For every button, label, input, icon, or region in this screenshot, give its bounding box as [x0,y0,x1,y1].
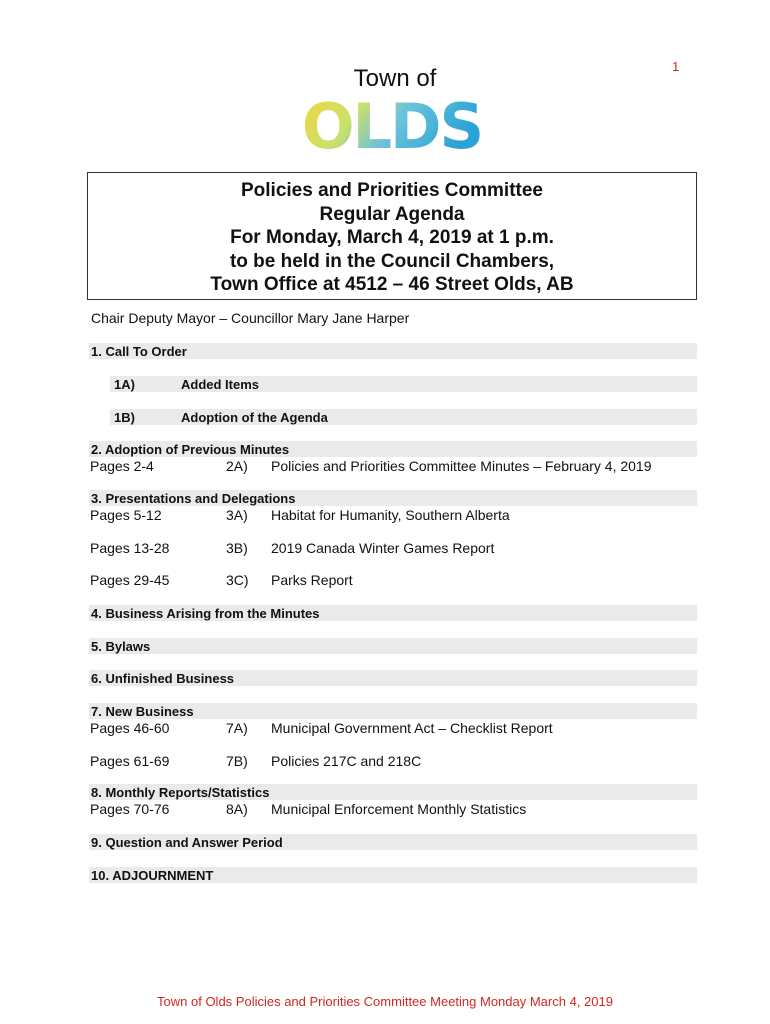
section-heading-8: 8. Monthly Reports/Statistics [91,785,270,800]
item-number: 1B) [114,410,135,425]
section-heading-10: 10. ADJOURNMENT [91,868,214,883]
title-line-3: For Monday, March 4, 2019 at 1 p.m. [230,227,554,248]
item-number: 3B) [226,540,248,556]
item-label: Policies 217C and 218C [271,753,422,769]
section-heading-3: 3. Presentations and Delegations [91,491,296,506]
section-heading-2: 2. Adoption of Previous Minutes [91,442,290,457]
item-number: 3C) [226,572,249,588]
item-label: Municipal Enforcement Monthly Statistics [271,801,527,817]
section-heading-6: 6. Unfinished Business [91,671,235,686]
item-pages: Pages 46-60 [90,720,170,736]
item-pages: Pages 2-4 [90,458,154,474]
section-heading-9: 9. Question and Answer Period [91,835,283,850]
item-pages: Pages 70-76 [90,801,170,817]
item-label: Municipal Government Act – Checklist Report [271,720,553,736]
item-label: 2019 Canada Winter Games Report [271,540,495,556]
chair-line: Chair Deputy Mayor – Councillor Mary Jane Harper [91,310,410,326]
page-number: 1 [672,59,680,74]
item-label: Adoption of the Agenda [181,410,328,425]
section-heading-7: 7. New Business [91,704,194,719]
item-number: 2A) [226,458,248,474]
section-heading-1: 1. Call To Order [91,344,187,359]
svg-text:OLDS: OLDS [301,90,483,154]
section-band [89,638,697,654]
agenda-title-box [87,172,697,300]
item-number: 7B) [226,753,248,769]
title-line-4: to be held in the Council Chambers, [229,250,555,272]
town-of-olds-logo [300,62,485,154]
title-line-2: Regular Agenda [319,203,465,225]
item-pages: Pages 61-69 [90,753,170,769]
item-number: 3A) [226,507,248,523]
title-line-1: Policies and Priorities Committee [241,180,543,201]
item-number: 1A) [114,377,135,392]
item-label: Habitat for Humanity, Southern Alberta [271,507,510,523]
title-line-5: Town Office at 4512 – 46 Street Olds, AB [210,274,574,295]
section-heading-4: 4. Business Arising from the Minutes [91,606,320,621]
item-number: 7A) [226,720,248,736]
item-label: Parks Report [271,572,353,588]
item-pages: Pages 5-12 [90,507,162,523]
item-label: Added Items [181,377,260,392]
svg-text:Town of: Town of [353,65,437,92]
section-heading-5: 5. Bylaws [91,639,151,654]
page-footer: Town of Olds Policies and Priorities Committee Meeting Monday March 4, 2019 [157,994,613,1009]
item-number: 8A) [226,801,248,817]
item-pages: Pages 13-28 [90,540,170,556]
item-label: Policies and Priorities Committee Minutes – February 4, 2019 [271,458,652,474]
item-pages: Pages 29-45 [90,572,170,588]
